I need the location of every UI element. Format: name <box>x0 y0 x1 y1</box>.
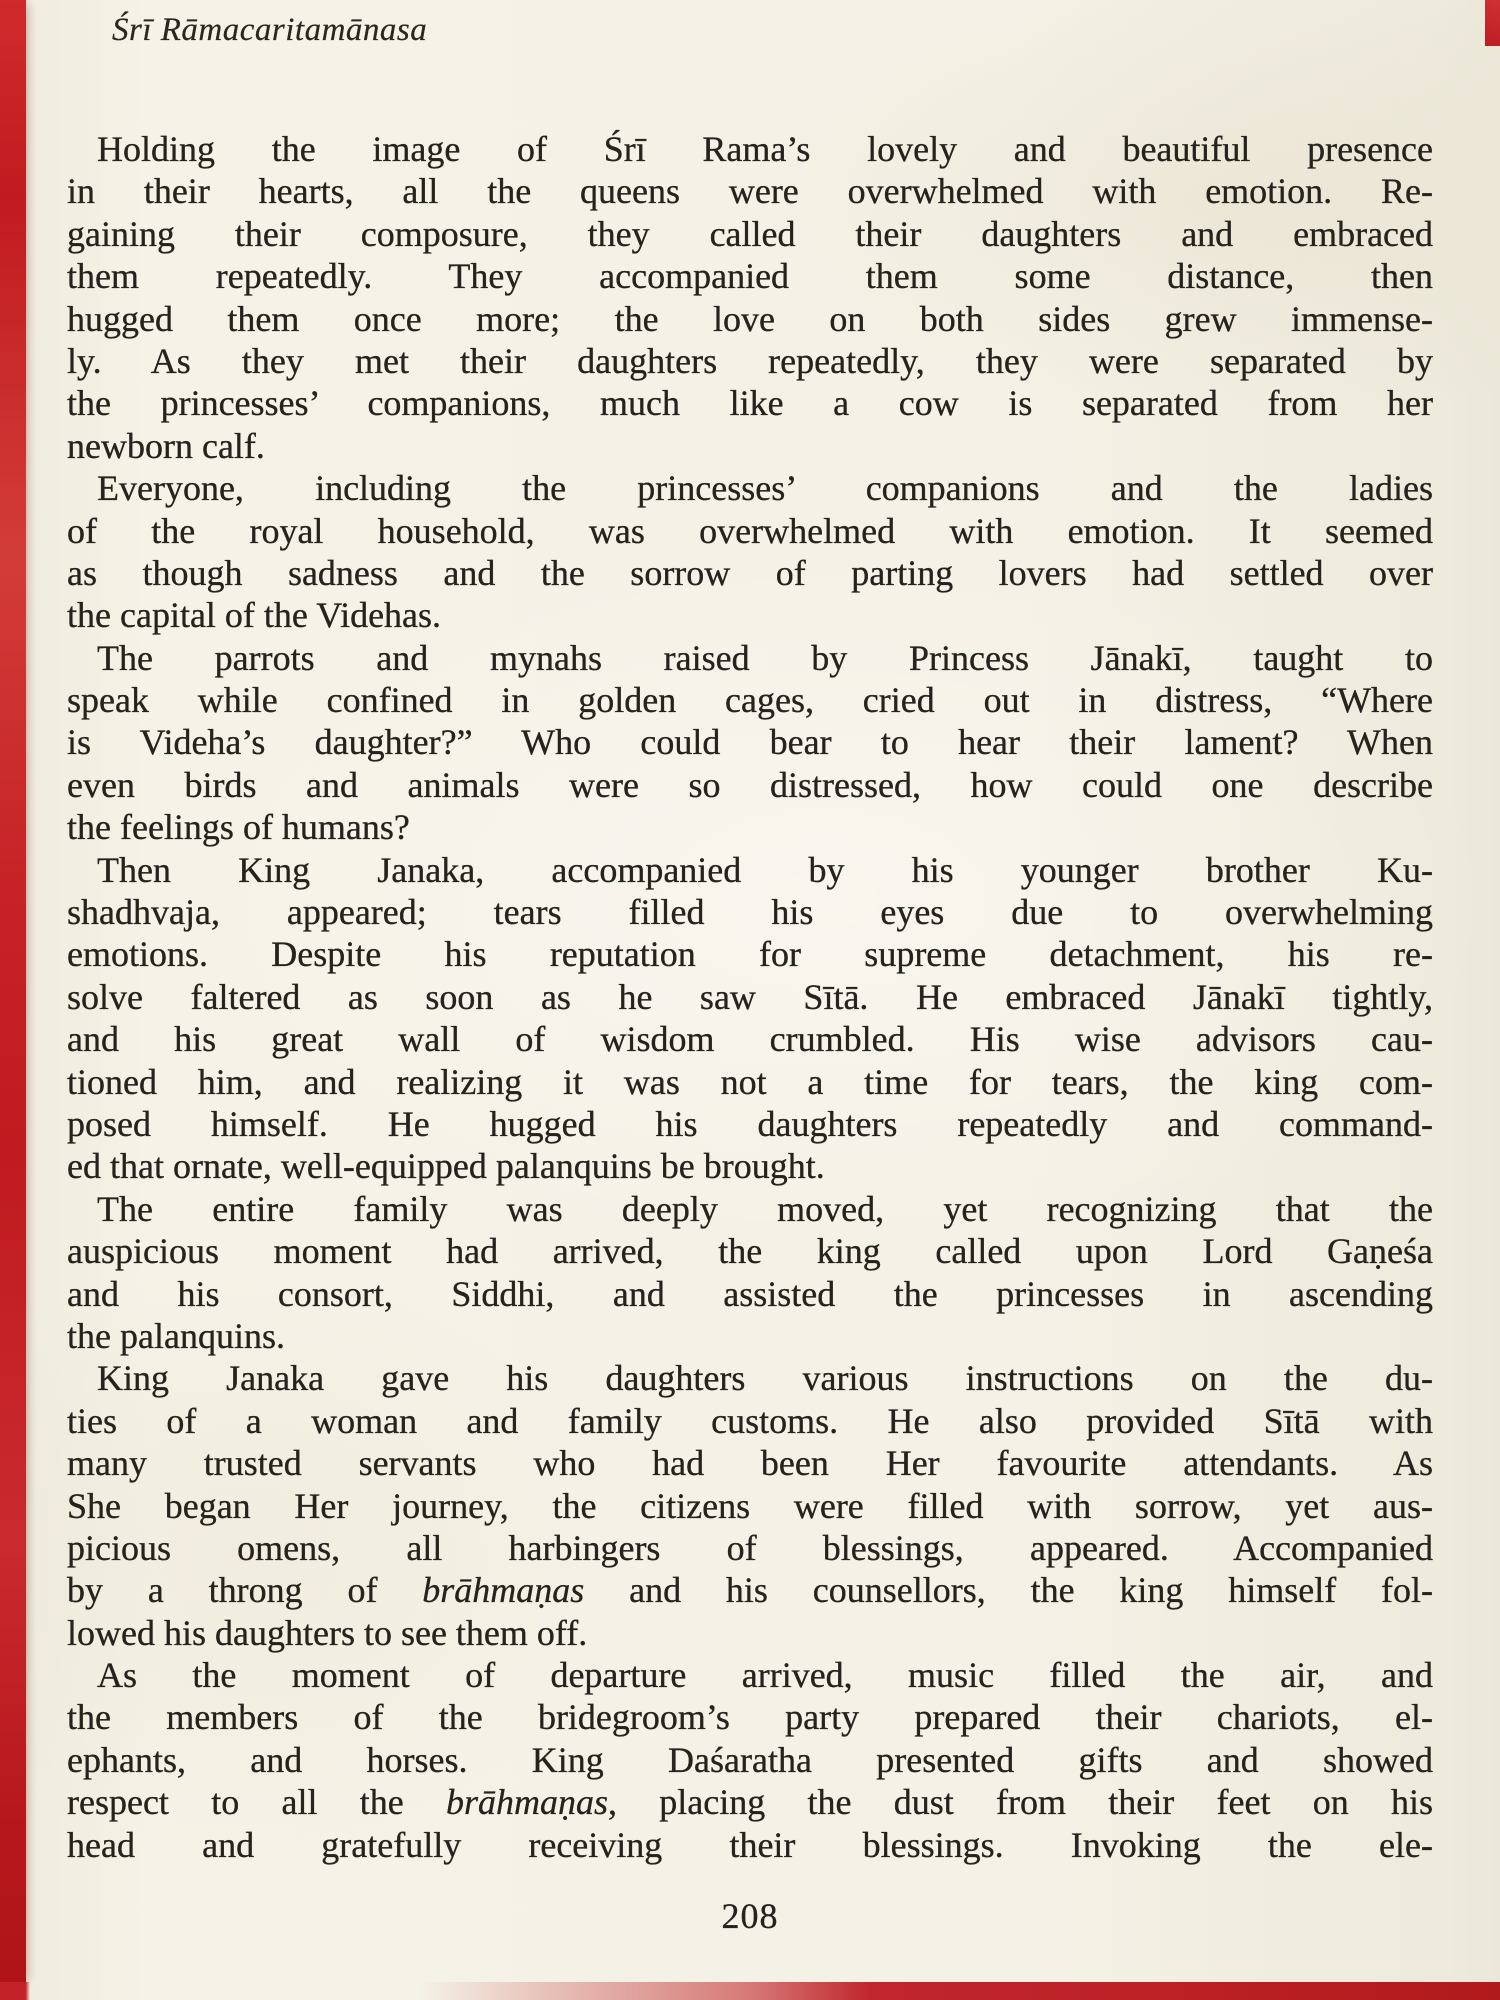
text-line: emotions. Despite his reputation for supreme detachment, his re- <box>67 934 1433 975</box>
paragraph <box>67 128 1433 467</box>
text-line: ly. As they met their daughters repeatedly, they were separated by <box>67 340 1433 381</box>
text-line: the princesses’ companions, much like a cow is separated from her <box>67 383 1433 424</box>
text-line: them repeatedly. They accompanied them some distance, then <box>67 256 1433 297</box>
text-line: and his great wall of wisdom crumbled. His wise advisors cau- <box>67 1019 1433 1060</box>
book-cover-corner-top-right <box>1485 0 1500 46</box>
text-line: newborn calf. <box>67 425 265 466</box>
text-line: head and gratefully receiving their blessings. Invoking the ele- <box>67 1824 1433 1865</box>
text-line: the palanquins. <box>67 1315 285 1356</box>
paragraph <box>67 1357 1433 1654</box>
text-line: hugged them once more; the love on both sides grew immense- <box>67 298 1433 339</box>
italic-term: brāhmaṇas <box>422 1570 585 1611</box>
text-line: shadhvaja, appeared; tears filled his eyes due to overwhelming <box>67 892 1433 933</box>
text-line: picious omens, all harbingers of blessings, appeared. Accompanied <box>67 1527 1433 1568</box>
italic-term: brāhmaṇas <box>445 1782 608 1823</box>
text-line: She began Her journey, the citizens were filled with sorrow, yet aus- <box>67 1485 1433 1526</box>
text-line: The entire family was deeply moved, yet recognizing that the <box>97 1188 1433 1229</box>
text-line: auspicious moment had arrived, the king called upon Lord Gaṇeśa <box>67 1231 1433 1272</box>
text-line: in their hearts, all the queens were overwhelmed with emotion. Re- <box>67 171 1433 212</box>
paragraph <box>67 1654 1433 1866</box>
book-title: Śrī Rāmacaritamānasa <box>112 12 428 48</box>
text-line <box>67 1781 1433 1823</box>
text-line: even birds and animals were so distressed, how could one describe <box>67 764 1433 805</box>
text-line: As the moment of departure arrived, music filled the air, and <box>97 1655 1433 1696</box>
text-line: of the royal household, was overwhelmed with emotion. It seemed <box>67 510 1433 551</box>
text-line: is Videha’s daughter?” Who could bear to hear their lament? When <box>67 722 1433 763</box>
text-line: the capital of the Videhas. <box>67 595 442 636</box>
paragraph <box>67 637 1433 849</box>
book-cover-edge-bottom <box>0 1982 1500 2000</box>
text-segment: by a throng of <box>67 1570 423 1611</box>
text-line: solve faltered as soon as he saw Sītā. He embraced Jānakī tightly, <box>67 976 1433 1017</box>
text-line: gaining their composure, they called their daughters and embraced <box>67 213 1433 254</box>
text-line: many trusted servants who had been Her favourite attendants. As <box>67 1443 1433 1484</box>
text-line: Everyone, including the princesses’ companions and the ladies <box>97 468 1433 509</box>
text-line: ties of a woman and family customs. He also provided Sītā with <box>67 1400 1433 1441</box>
book-cover-edge-left <box>0 0 26 1985</box>
text-line: as though sadness and the sorrow of parting lovers had settled over <box>67 552 1433 593</box>
text-line: tioned him, and realizing it was not a time for tears, the king com- <box>67 1061 1433 1102</box>
text-segment: , placing the dust from their feet on his <box>608 1782 1433 1823</box>
text-line <box>67 1569 1433 1611</box>
paragraph <box>67 1188 1433 1358</box>
body-text <box>67 128 1433 1866</box>
text-line: Holding the image of Śrī Rama’s lovely and beautiful presence <box>97 129 1433 169</box>
text-line: the feelings of humans? <box>67 807 410 848</box>
text-line: the members of the bridegroom’s party prepared their chariots, el- <box>67 1697 1433 1738</box>
text-line: ed that ornate, well-equipped palanquins be brought. <box>67 1146 825 1187</box>
page-number: 208 <box>721 1896 779 1936</box>
text-line: Then King Janaka, accompanied by his younger brother Ku- <box>97 849 1433 890</box>
text-line: The parrots and mynahs raised by Princess Jānakī, taught to <box>97 637 1433 678</box>
text-line: King Janaka gave his daughters various instructions on the du- <box>97 1358 1433 1399</box>
text-segment: respect to all the <box>67 1782 446 1823</box>
text-line: posed himself. He hugged his daughters repeatedly and command- <box>67 1103 1433 1144</box>
paragraph <box>67 467 1433 637</box>
text-line: ephants, and horses. King Daśaratha presented gifts and showed <box>67 1739 1433 1780</box>
text-line: speak while confined in golden cages, cried out in distress, “Where <box>67 680 1433 721</box>
text-line: and his consort, Siddhi, and assisted the princesses in ascending <box>67 1273 1433 1314</box>
text-line: lowed his daughters to see them off. <box>67 1612 588 1653</box>
paragraph <box>67 849 1433 1188</box>
text-segment: and his counsellors, the king himself fol- <box>584 1570 1433 1611</box>
